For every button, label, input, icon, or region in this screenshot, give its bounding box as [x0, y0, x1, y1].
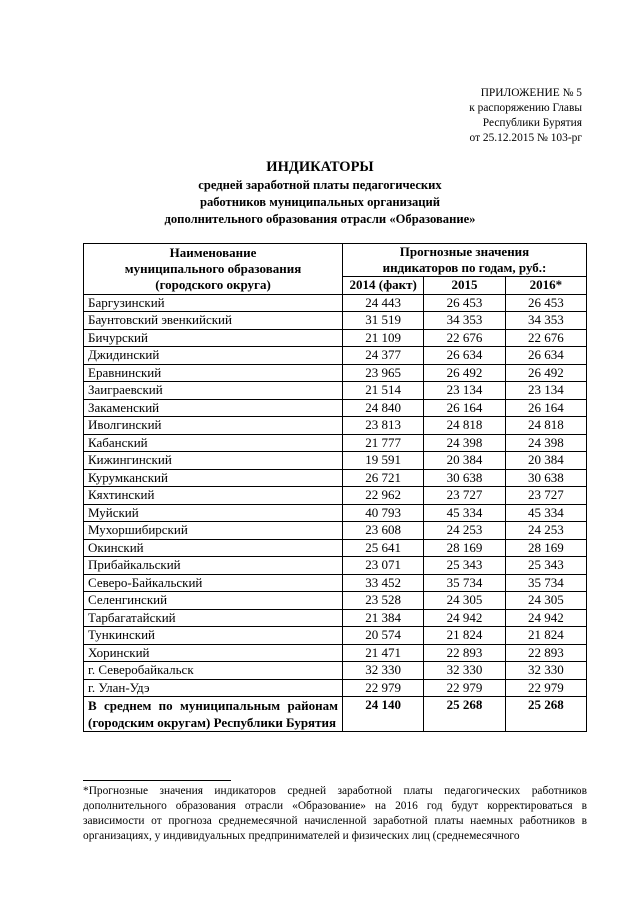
table-row: [84, 417, 587, 435]
value-2016: 22 676: [505, 329, 586, 347]
document-title: [0, 158, 640, 228]
value-2014: 21 777: [343, 434, 424, 452]
header-year-2014: 2014 (факт): [343, 277, 424, 295]
value-2015: 26 164: [424, 399, 505, 417]
table-row: [84, 539, 587, 557]
value-2014: 24 840: [343, 399, 424, 417]
value-2015: 34 353: [424, 312, 505, 330]
table-total-row: [84, 697, 587, 732]
table-row: [84, 452, 587, 470]
municipality-name: Бичурский: [84, 329, 343, 347]
value-2014: 23 608: [343, 522, 424, 540]
value-2016: 35 734: [505, 574, 586, 592]
table-row: [84, 627, 587, 645]
table-row: [84, 382, 587, 400]
value-2015: 20 384: [424, 452, 505, 470]
municipality-name: Иволгинский: [84, 417, 343, 435]
title-line-2: работников муниципальных организаций: [199, 195, 441, 209]
municipality-name: Муйский: [84, 504, 343, 522]
municipality-name: Хоринский: [84, 644, 343, 662]
value-2014: 40 793: [343, 504, 424, 522]
value-2014: 22 979: [343, 679, 424, 697]
table-row: [84, 679, 587, 697]
value-2015: 24 942: [424, 609, 505, 627]
value-2016: 21 824: [505, 627, 586, 645]
municipality-name: Тункинский: [84, 627, 343, 645]
value-2016: 26 453: [505, 294, 586, 312]
total-2016: 25 268: [505, 697, 586, 732]
municipality-name: Кижингинский: [84, 452, 343, 470]
value-2016: 24 253: [505, 522, 586, 540]
table-row: [84, 522, 587, 540]
value-2016: 24 942: [505, 609, 586, 627]
title-line-3: дополнительного образования отрасли «Образование»: [164, 212, 476, 226]
table-row: [84, 644, 587, 662]
value-2014: 21 471: [343, 644, 424, 662]
table-row: [84, 294, 587, 312]
value-2014: 22 962: [343, 487, 424, 505]
table-row: [84, 312, 587, 330]
table-row: [84, 574, 587, 592]
value-2015: 24 398: [424, 434, 505, 452]
annex-number: ПРИЛОЖЕНИЕ № 5: [480, 87, 582, 99]
municipality-name: Кабанский: [84, 434, 343, 452]
municipality-name: Заиграевский: [84, 382, 343, 400]
table-row: [84, 609, 587, 627]
total-label: В среднем по муниципальным районам (городским округам) Республики Бурятия: [84, 697, 343, 732]
value-2015: 32 330: [424, 662, 505, 680]
value-2016: 23 134: [505, 382, 586, 400]
table-row: [84, 364, 587, 382]
municipality-name: Прибайкальский: [84, 557, 343, 575]
value-2014: 31 519: [343, 312, 424, 330]
value-2016: 26 164: [505, 399, 586, 417]
footnote: *Прогнозные значения индикаторов средней заработной платы педагогических работников дополнительного образования отрасли «Образование» на 2016 год будут корректироваться в зависимости от прогноза среднемесячной начисленной заработной платы наемных работников в организациях, у индивидуальных предпринимателей и физических лиц (среднемесячного: [83, 785, 587, 842]
annex-authority: Республики Бурятия: [482, 117, 582, 129]
table-body: [84, 294, 587, 697]
title-line-1: средней заработной платы педагогических: [198, 178, 442, 192]
value-2015: 23 134: [424, 382, 505, 400]
municipality-name: Баргузинский: [84, 294, 343, 312]
value-2016: 23 727: [505, 487, 586, 505]
value-2015: 24 305: [424, 592, 505, 610]
total-2015: 25 268: [424, 697, 505, 732]
value-2015: 23 727: [424, 487, 505, 505]
value-2014: 24 377: [343, 347, 424, 365]
municipality-name: Еравнинский: [84, 364, 343, 382]
value-2016: 22 979: [505, 679, 586, 697]
value-2014: 23 813: [343, 417, 424, 435]
municipality-name: Окинский: [84, 539, 343, 557]
value-2015: 35 734: [424, 574, 505, 592]
value-2014: 19 591: [343, 452, 424, 470]
municipality-name: Тарбагатайский: [84, 609, 343, 627]
value-2015: 24 253: [424, 522, 505, 540]
municipality-name: Мухоршибирский: [84, 522, 343, 540]
value-2014: 24 443: [343, 294, 424, 312]
municipality-name: Селенгинский: [84, 592, 343, 610]
table-row: [84, 557, 587, 575]
value-2014: 21 514: [343, 382, 424, 400]
value-2016: 32 330: [505, 662, 586, 680]
municipality-name: Баунтовский эвенкийский: [84, 312, 343, 330]
value-2015: 25 343: [424, 557, 505, 575]
value-2014: 25 641: [343, 539, 424, 557]
table-row: [84, 487, 587, 505]
value-2016: 24 818: [505, 417, 586, 435]
value-2014: 21 384: [343, 609, 424, 627]
municipality-name: Курумканский: [84, 469, 343, 487]
table-row: [84, 662, 587, 680]
table-row: [84, 592, 587, 610]
value-2016: 45 334: [505, 504, 586, 522]
header-year-2015: 2015: [424, 277, 505, 295]
municipality-name: Кяхтинский: [84, 487, 343, 505]
value-2015: 21 824: [424, 627, 505, 645]
title-main: ИНДИКАТОРЫ: [266, 159, 374, 175]
value-2014: 21 109: [343, 329, 424, 347]
value-2015: 24 818: [424, 417, 505, 435]
header-forecast: Прогнозные значения индикаторов по годам, руб.:: [343, 244, 587, 277]
value-2016: 24 305: [505, 592, 586, 610]
value-2015: 28 169: [424, 539, 505, 557]
municipality-name: Закаменский: [84, 399, 343, 417]
annex-order-ref: к распоряжению Главы: [469, 102, 582, 114]
table-row: [84, 399, 587, 417]
total-2014: 24 140: [343, 697, 424, 732]
value-2016: 22 893: [505, 644, 586, 662]
value-2016: 34 353: [505, 312, 586, 330]
annex-header: [469, 86, 582, 146]
value-2016: 25 343: [505, 557, 586, 575]
table-row: [84, 504, 587, 522]
table-header-row: [84, 244, 587, 277]
table-row: [84, 469, 587, 487]
value-2014: 32 330: [343, 662, 424, 680]
value-2014: 33 452: [343, 574, 424, 592]
indicators-table: [83, 243, 587, 732]
value-2016: 24 398: [505, 434, 586, 452]
value-2014: 23 528: [343, 592, 424, 610]
value-2015: 22 979: [424, 679, 505, 697]
municipality-name: г. Улан-Удэ: [84, 679, 343, 697]
table-row: [84, 329, 587, 347]
value-2015: 22 676: [424, 329, 505, 347]
value-2014: 26 721: [343, 469, 424, 487]
municipality-name: г. Северобайкальск: [84, 662, 343, 680]
value-2016: 26 492: [505, 364, 586, 382]
value-2015: 26 453: [424, 294, 505, 312]
table-row: [84, 434, 587, 452]
footnote-separator: [83, 780, 231, 781]
value-2016: 30 638: [505, 469, 586, 487]
municipality-name: Северо-Байкальский: [84, 574, 343, 592]
header-municipality: Наименование муниципального образования (городского округа): [84, 244, 343, 295]
annex-date: от 25.12.2015 № 103-рг: [469, 132, 582, 144]
value-2014: 23 071: [343, 557, 424, 575]
table-row: [84, 347, 587, 365]
value-2015: 45 334: [424, 504, 505, 522]
value-2015: 26 634: [424, 347, 505, 365]
value-2015: 26 492: [424, 364, 505, 382]
municipality-name: Джидинский: [84, 347, 343, 365]
value-2016: 26 634: [505, 347, 586, 365]
value-2016: 20 384: [505, 452, 586, 470]
value-2014: 20 574: [343, 627, 424, 645]
value-2014: 23 965: [343, 364, 424, 382]
value-2015: 22 893: [424, 644, 505, 662]
header-year-2016: 2016*: [505, 277, 586, 295]
value-2016: 28 169: [505, 539, 586, 557]
value-2015: 30 638: [424, 469, 505, 487]
